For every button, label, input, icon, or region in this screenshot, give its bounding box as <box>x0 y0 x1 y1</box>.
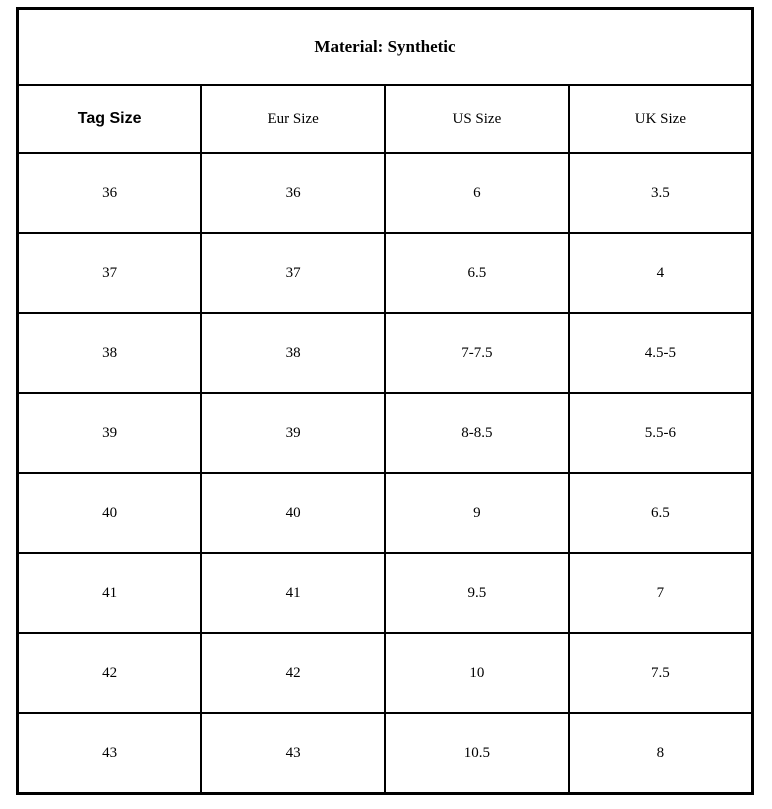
uk-size-cell: 7.5 <box>569 633 753 713</box>
table-row <box>18 713 753 794</box>
eur-size-cell: 38 <box>201 313 385 393</box>
uk-size-cell: 5.5-6 <box>569 393 753 473</box>
table-row <box>18 393 753 473</box>
eur-size-cell: 43 <box>201 713 385 794</box>
header-row <box>18 85 753 153</box>
eur-size-cell: 39 <box>201 393 385 473</box>
eur-size-cell: 37 <box>201 233 385 313</box>
uk-size-cell: 6.5 <box>569 473 753 553</box>
us-size-cell: 9 <box>385 473 569 553</box>
tag-size-cell: 37 <box>18 233 202 313</box>
us-size-cell: 6 <box>385 153 569 233</box>
uk-size-cell: 4 <box>569 233 753 313</box>
table-row <box>18 473 753 553</box>
header-tag-size: Tag Size <box>18 85 202 153</box>
eur-size-cell: 42 <box>201 633 385 713</box>
header-us-size: US Size <box>385 85 569 153</box>
tag-size-cell: 42 <box>18 633 202 713</box>
eur-size-cell: 41 <box>201 553 385 633</box>
us-size-cell: 8-8.5 <box>385 393 569 473</box>
header-eur-size: Eur Size <box>201 85 385 153</box>
us-size-cell: 6.5 <box>385 233 569 313</box>
eur-size-cell: 36 <box>201 153 385 233</box>
tag-size-cell: 43 <box>18 713 202 794</box>
us-size-cell: 7-7.5 <box>385 313 569 393</box>
tag-size-cell: 38 <box>18 313 202 393</box>
uk-size-cell: 8 <box>569 713 753 794</box>
table-row <box>18 553 753 633</box>
tag-size-cell: 40 <box>18 473 202 553</box>
material-title: Material: Synthetic <box>18 9 753 86</box>
eur-size-cell: 40 <box>201 473 385 553</box>
table-row <box>18 153 753 233</box>
uk-size-cell: 4.5-5 <box>569 313 753 393</box>
uk-size-cell: 7 <box>569 553 753 633</box>
title-row <box>18 9 753 86</box>
us-size-cell: 10 <box>385 633 569 713</box>
table-row <box>18 313 753 393</box>
tag-size-cell: 36 <box>18 153 202 233</box>
tag-size-cell: 41 <box>18 553 202 633</box>
table-row <box>18 233 753 313</box>
us-size-cell: 10.5 <box>385 713 569 794</box>
header-uk-size: UK Size <box>569 85 753 153</box>
uk-size-cell: 3.5 <box>569 153 753 233</box>
table-row <box>18 633 753 713</box>
tag-size-cell: 39 <box>18 393 202 473</box>
size-chart-table <box>16 7 754 795</box>
us-size-cell: 9.5 <box>385 553 569 633</box>
